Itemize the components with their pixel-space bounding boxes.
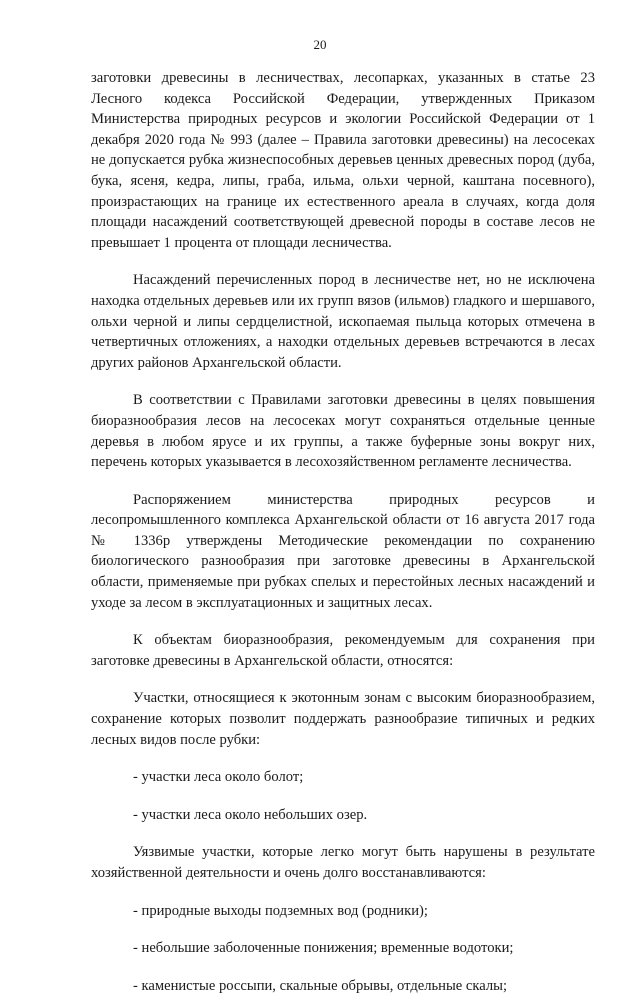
- paragraph-ecotone-areas: Участки, относящиеся к экотонным зонам с высоким биоразнообразием, сохранение которых позволит поддержать разнообразие типичных и редких лесных видов после рубки:: [91, 690, 595, 748]
- list-item: - природные выходы подземных вод (родники);: [133, 902, 428, 919]
- list-item: - участки леса около небольших озер.: [133, 806, 368, 823]
- paragraph-order-1336r: Распоряжением министерства природных ресурсов и лесопромышленного комплекса Архангельской области от 16 августа 2017 года № 1336р утверждены Методические рекомендации по сохранению биологического разнообразия при заготовке древесины в Архангельской области, применяемые при рубках спелых и перестойных лесных насаждений и уходе за лесом в эксплуатационных и защитных лесах.: [91, 491, 595, 611]
- paragraph-vulnerable-areas: Уязвимые участки, которые легко могут быть нарушены в результате хозяйственной деятельности и очень долго восстанавливаются:: [91, 844, 595, 881]
- paragraph-continuation: заготовки древесины в лесничествах, лесопарках, указанных в статье 23 Лесного кодекса Российской Федерации, утвержденных Приказом Министерства природных ресурсов и экологии Российской Федерации от 1 декабря 2020 года № 993 (далее – Правила заготовки древесины) на лесосеках не допускается рубка жизнеспособных деревьев ценных древесных пород (дуба, бука, ясеня, кедра, липы, граба, ильма, ольхи черной, каштана посевного), произрастающих на границе их естественного ареала в случаях, когда доля площади насаждений соответствующей древесной породы в составе лесов не превышает 1 процента от площади лесничества.: [91, 70, 595, 251]
- paragraph-absent-species: Насаждений перечисленных пород в лесничестве нет, но не исключена находка отдельных деревьев или их групп вязов (ильмов) гладкого и шершавого, ольхи черной и липы сердцелистной, ископаемая пыльца которых отмечена в четвертичных отложениях, а находки отдельных деревьев встречаются в лесах других районов Архангельской области.: [91, 272, 595, 371]
- list-item: - небольшие заболоченные понижения; временные водотоки;: [133, 940, 514, 957]
- list-item: - участки леса около болот;: [133, 769, 304, 786]
- paragraph-logging-rules: В соответствии с Правилами заготовки древесины в целях повышения биоразнообразия лесов на лесосеках могут сохраняться отдельные ценные деревья в любом ярусе и их группы, а также буферные зоны вокруг них, перечень которых указывается в лесохозяйственном регламенте лесничества.: [91, 392, 595, 471]
- paragraph-biodiversity-objects: К объектам биоразнообразия, рекомендуемым для сохранения при заготовке древесины в Архангельской области, относятся:: [91, 632, 595, 669]
- list-item: - каменистые россыпи, скальные обрывы, отдельные скалы;: [133, 977, 508, 994]
- page-number: 20: [313, 37, 327, 52]
- document-body: [91, 68, 595, 996]
